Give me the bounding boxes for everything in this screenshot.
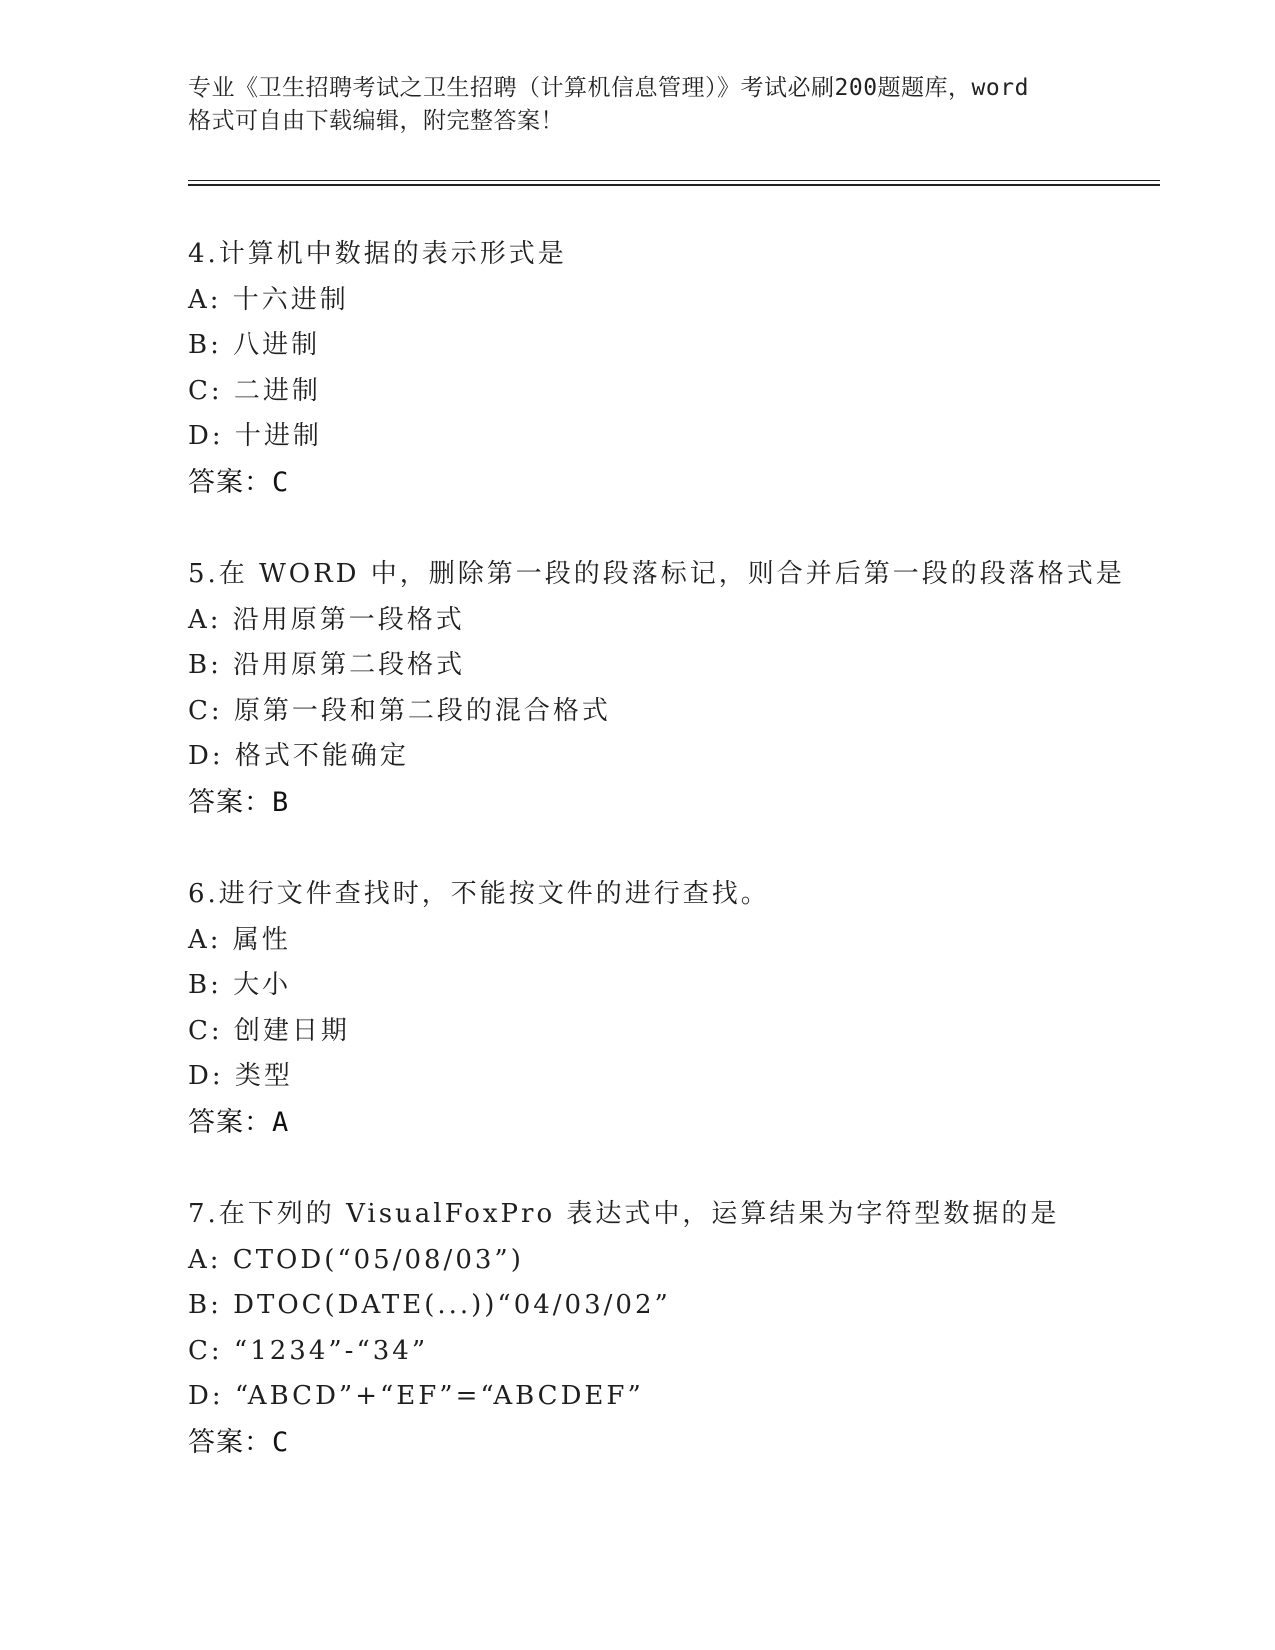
header-title-line-2: 格式可自由下载编辑，附完整答案！ bbox=[188, 108, 564, 134]
question-stem: 6.进行文件查找时，不能按文件的进行查找。 bbox=[188, 879, 770, 909]
option-a: A: CTOD(“05/08/03”) bbox=[188, 1244, 524, 1275]
question-6 bbox=[188, 872, 1188, 1192]
question-4 bbox=[188, 232, 1188, 552]
option-d: D: “ABCD”+“EF”=“ABCDEF” bbox=[188, 1381, 644, 1411]
question-stem: 4.计算机中数据的表示形式是 bbox=[188, 239, 567, 269]
answer-key: 答案：B bbox=[188, 786, 290, 818]
header-divider-top bbox=[188, 180, 1160, 181]
answer-key: 答案：A bbox=[188, 1106, 290, 1138]
option-c: C: “1234”-“34” bbox=[188, 1335, 429, 1366]
question-stem: 7.在下列的 VisualFoxPro 表达式中，运算结果为字符型数据的是 bbox=[188, 1199, 1060, 1229]
header-divider-bottom bbox=[188, 184, 1160, 186]
option-d: D: 十进制 bbox=[188, 421, 322, 451]
option-a: A: 十六进制 bbox=[188, 284, 349, 315]
option-c: C: 二进制 bbox=[188, 375, 321, 406]
option-a: A: 沿用原第一段格式 bbox=[188, 604, 465, 635]
option-b: B: 沿用原第二段格式 bbox=[188, 650, 466, 680]
option-a: A: 属性 bbox=[188, 924, 291, 955]
option-b: B: DTOC(DATE(...))“04/03/02” bbox=[188, 1290, 671, 1320]
option-d: D: 格式不能确定 bbox=[188, 741, 409, 771]
question-stem: 5.在 WORD 中，删除第一段的段落标记，则合并后第一段的段落格式是 bbox=[188, 559, 1125, 589]
answer-key: 答案：C bbox=[188, 1426, 290, 1458]
option-b: B: 八进制 bbox=[188, 330, 321, 360]
option-d: D: 类型 bbox=[188, 1061, 293, 1091]
question-7 bbox=[188, 1192, 1188, 1512]
header-title-line-1: 专业《卫生招聘考试之卫生招聘（计算机信息管理）》考试必刷200题题库，word bbox=[188, 75, 1029, 101]
document-header bbox=[188, 72, 1088, 138]
option-c: C: 原第一段和第二段的混合格式 bbox=[188, 695, 611, 726]
option-b: B: 大小 bbox=[188, 970, 292, 1000]
answer-key: 答案：C bbox=[188, 466, 290, 498]
option-c: C: 创建日期 bbox=[188, 1015, 350, 1046]
question-5 bbox=[188, 552, 1188, 872]
question-list bbox=[188, 232, 1188, 1512]
